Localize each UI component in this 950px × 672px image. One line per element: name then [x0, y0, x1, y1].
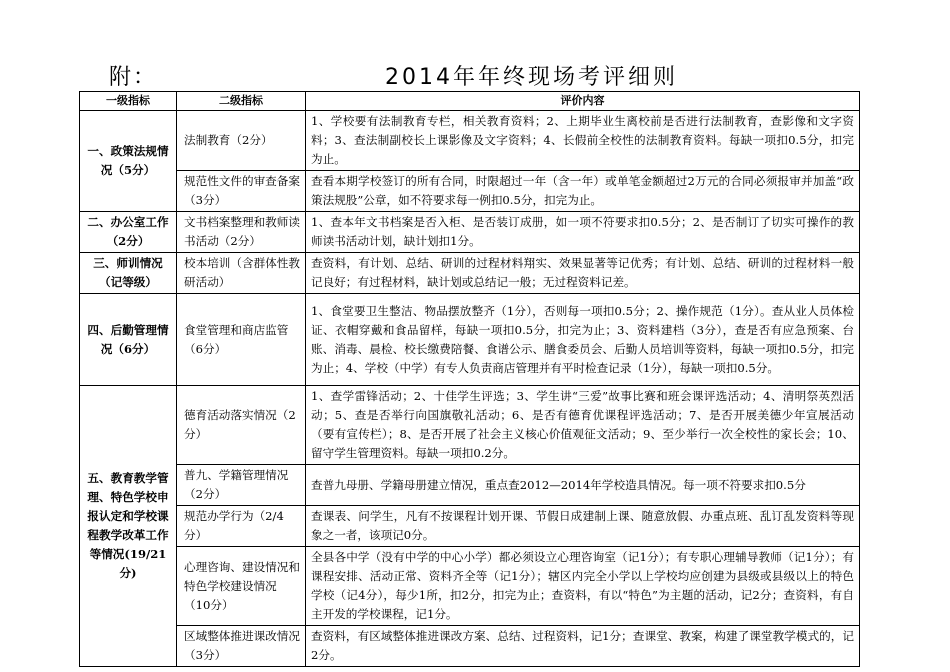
content-cell: 查资料，有区域整体推进课改方案、总结、过程资料，记1分；查课堂、教案，构建了课堂教学模式的，记2分。: [306, 626, 860, 667]
level2-cell: 规范性文件的审查备案（3分）: [177, 171, 306, 212]
table-row: [80, 465, 860, 506]
table-header-row: [80, 92, 860, 111]
table-row: [80, 171, 860, 212]
level2-cell: 普九、学籍管理情况（2分）: [177, 465, 306, 506]
header-level1: 一级指标: [80, 92, 177, 111]
evaluation-table: [79, 91, 860, 667]
content-cell: 查课表、问学生，凡有不按课程计划开课、节假日成建制上课、随意放假、办重点班、乱订乱发资料等现象之一者，该项记0分。: [306, 506, 860, 547]
content-cell: 1、查本年文书档案是否入柜、是否装订成册，如一项不符要求扣0.5分；2、是否制订了切实可操作的教师读书活动计划，缺计划扣1分。: [306, 212, 860, 253]
table-row: [80, 547, 860, 626]
header-level2: 二级指标: [177, 92, 306, 111]
level2-cell: 心理咨询、建设情况和特色学校建设情况（10分）: [177, 547, 306, 626]
table-row: [80, 626, 860, 667]
table-row: [80, 506, 860, 547]
table-row: [80, 253, 860, 294]
level2-cell: 法制教育（2分）: [177, 111, 306, 171]
level2-cell: 德育活动落实情况（2分）: [177, 386, 306, 465]
level1-cell: 二、办公室工作（2分）: [80, 212, 177, 253]
level2-cell: 文书档案整理和教师读书活动（2分）: [177, 212, 306, 253]
header-content: 评价内容: [306, 92, 860, 111]
table-row: [80, 111, 860, 171]
level1-cell: 四、后勤管理情况（6分）: [80, 294, 177, 386]
content-cell: 全县各中学（没有中学的中心小学）都必须设立心理咨询室（记1分）；有专职心理辅导教师（记1分）；有课程安排、活动正常、资料齐全等（记1分）；辖区内完全小学以上学校均应创建为县级或县级以上的特色学校（记4分），每少1所，扣2分，扣完为止；查资料，有以“特色”为主题的活动，记2分；查资料，有自主开发的学校课程，记1分。: [306, 547, 860, 626]
table-row: [80, 386, 860, 465]
level2-cell: 规范办学行为（2/4分）: [177, 506, 306, 547]
level2-cell: 校本培训（含群体性教研活动）: [177, 253, 306, 294]
table-row: [80, 212, 860, 253]
content-cell: 1、食堂要卫生整洁、物品摆放整齐（1分），否则每一项扣0.5分；2、操作规范（1分）。查从业人员体检证、衣帽穿戴和食品留样，每缺一项扣0.5分，扣完为止；3、资料建档（3分），查是否有应急预案、台账、消毒、晨检、校长缴费陪餐、食谱公示、膳食委员会、后勤人员培训等资料，每缺一项扣0.5分，扣完为止；4、学校（中学）有专人负责商店管理并有平时检查记录（1分），每缺一项扣0.5分。: [306, 294, 860, 386]
page-header: [0, 60, 950, 92]
level1-cell: 一、政策法规情况（5分）: [80, 111, 177, 212]
content-cell: 1、查学雷锋活动；2、十佳学生评选；3、学生讲“三爱”故事比赛和班会课评选活动；4、清明祭英烈活动；5、查是否举行向国旗敬礼活动；6、是否有德育优课程评选活动；7、是否开展美德少年宣展活动（要有宣传栏）；8、是否开展了社会主义核心价值观征文活动；9、至少举行一次全校性的家长会；10、留守学生管理资料。每缺一项扣0.2分。: [306, 386, 860, 465]
level1-cell: 三、师训情况（记等级）: [80, 253, 177, 294]
table-row: [80, 294, 860, 386]
level1-cell: 五、教育教学管理、特色学校申报认定和学校课程教学改革工作等情况(19/21分): [80, 386, 177, 667]
level2-cell: 区域整体推进课改情况（3分）: [177, 626, 306, 667]
content-cell: 1、学校要有法制教育专栏，相关教育资料；2、上期毕业生离校前是否进行法制教育，查影像和文字资料；3、查法制副校长上课影像及文字资料；4、长假前全校性的法制教育资料。每缺一项扣0.5分，扣完为止。: [306, 111, 860, 171]
page-title: 2014年年终现场考评细则: [385, 65, 678, 90]
level2-cell: 食堂管理和商店监管（6分）: [177, 294, 306, 386]
content-cell: 查普九母册、学籍母册建立情况，重点查2012—2014年学校造具情况。每一项不符要求扣0.5分: [306, 465, 860, 506]
annex-label: 附：: [109, 65, 158, 90]
content-cell: 查看本期学校签订的所有合同，时限超过一年（含一年）或单笔金额超过2万元的合同必须报审并加盖“政策法规股”公章，如不符要求每一例扣0.5分，扣完为止。: [306, 171, 860, 212]
content-cell: 查资料，有计划、总结、研训的过程材料翔实、效果显著等记优秀；有计划、总结、研训的过程材料一般记良好；有过程材料，缺计划或总结记一般；无过程资料记差。: [306, 253, 860, 294]
